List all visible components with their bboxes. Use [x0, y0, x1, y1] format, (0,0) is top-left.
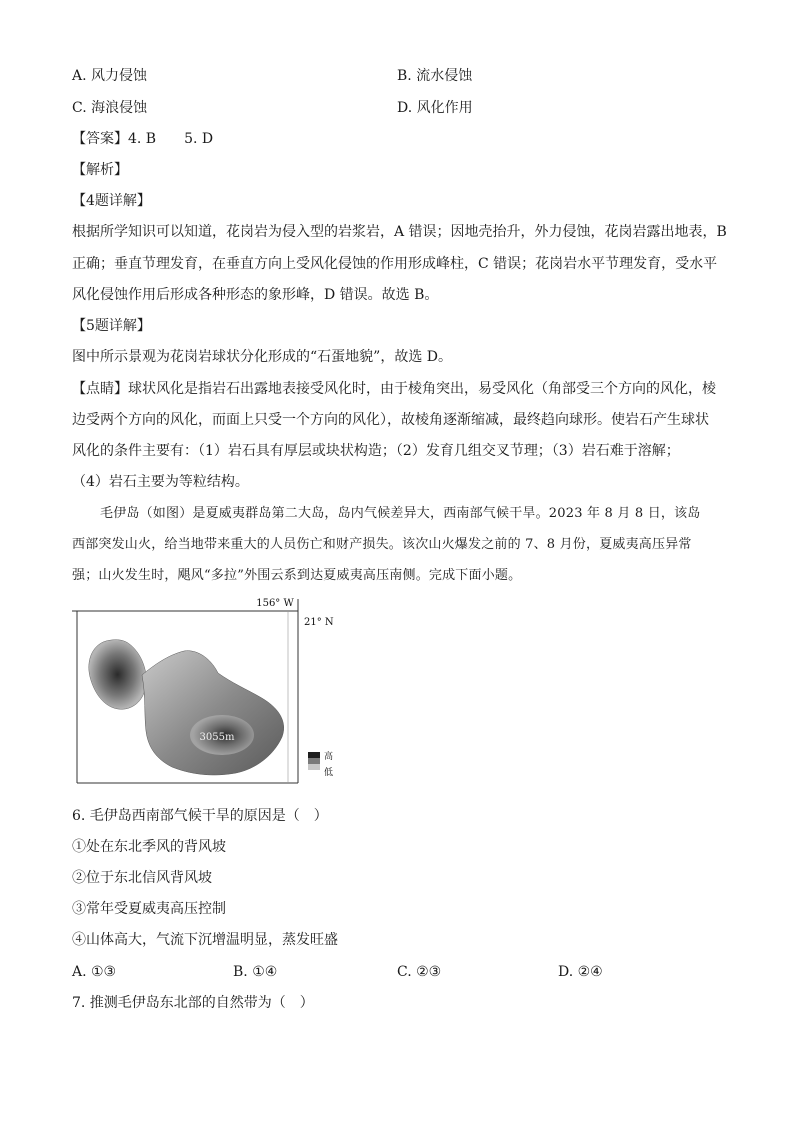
- q4-text-line-1: 根据所学知识可以知道，花岗岩为侵入型的岩浆岩，A 错误；因地壳抬升，外力侵蚀，花岗岩露出地表，B: [72, 224, 727, 240]
- q5-detail-label: 【5题详解】: [72, 318, 151, 334]
- tip-line-4: （4）岩石主要为等粒结构。: [72, 474, 249, 490]
- passage-line-3: 强；山火发生时，飓风“多拉”外围云系到达夏威夷高压南侧。完成下面小题。: [72, 568, 522, 583]
- elevation-label: 3055m: [199, 732, 235, 743]
- answer-line: 【答案】4. B 5. D: [72, 131, 214, 147]
- lat-label: 21° N: [304, 617, 334, 628]
- tip-line-1: 【点睛】球状风化是指岩石出露地表接受风化时，由于棱角突出，易受风化（角部受三个方向的风化，棱: [72, 381, 716, 397]
- passage-line-2: 西部突发山火，给当地带来重大的人员伤亡和财产损失。该次山火爆发之前的 7、8 月份，夏威夷高压异常: [72, 537, 692, 552]
- q6-option-a[interactable]: A. ①③: [72, 964, 117, 980]
- tip-line-2: 边受两个方向的风化，而面上只受一个方向的风化），故棱角逐渐缩减，最终趋向球形。使岩石产生球状: [72, 412, 709, 428]
- legend-low-label: 低: [324, 768, 334, 778]
- q4-text-line-2: 正确；垂直节理发育，在垂直方向上受风化侵蚀的作用形成峰柱，C 错误；花岗岩水平节理发育，受水平: [72, 256, 718, 272]
- passage-line-1: 毛伊岛（如图）是夏威夷群岛第二大岛，岛内气候差异大，西南部气候干旱。2023 年 8 月 8 日，该岛: [100, 506, 701, 521]
- q7-stem: 7. 推测毛伊岛东北部的自然带为（ ）: [72, 995, 314, 1011]
- legend-high-label: 高: [324, 752, 334, 762]
- q5-text: 图中所示景观为花岗岩球状分化形成的“石蛋地貌”，故选 D。: [72, 349, 452, 365]
- q6-option-b[interactable]: B. ①④: [233, 964, 278, 980]
- q6-option-d[interactable]: D. ②④: [558, 964, 603, 980]
- east-maui-terrain: [142, 651, 284, 775]
- maui-map-figure: [72, 597, 334, 787]
- tip-line-3: 风化的条件主要有：（1）岩石具有厚层或块状构造；（2）发育几组交叉节理；（3）岩石难于溶解；: [72, 443, 680, 459]
- q6-statement-1: ①处在东北季风的背风坡: [72, 839, 226, 855]
- q6-statement-4: ④山体高大，气流下沉增温明显，蒸发旺盛: [72, 932, 338, 948]
- lon-label: 156° W: [256, 598, 294, 609]
- west-maui-terrain: [89, 640, 147, 710]
- q6-stem: 6. 毛伊岛西南部气候干旱的原因是（ ）: [72, 808, 328, 824]
- option-b[interactable]: B. 流水侵蚀: [397, 68, 473, 84]
- q4-detail-label: 【4题详解】: [72, 193, 151, 209]
- legend-low-swatch: [308, 764, 320, 770]
- legend-mid-swatch: [308, 758, 320, 764]
- legend-high-swatch: [308, 752, 320, 758]
- option-d[interactable]: D. 风化作用: [397, 100, 473, 116]
- q6-statement-2: ②位于东北信风背风坡: [72, 870, 212, 886]
- q6-option-c[interactable]: C. ②③: [397, 964, 442, 980]
- option-a[interactable]: A. 风力侵蚀: [72, 68, 148, 84]
- analysis-label: 【解析】: [72, 162, 128, 178]
- option-c[interactable]: C. 海浪侵蚀: [72, 100, 148, 116]
- q6-statement-3: ③常年受夏威夷高压控制: [72, 901, 226, 917]
- q4-text-line-3: 风化侵蚀作用后形成各种形态的象形峰，D 错误。故选 B。: [72, 287, 439, 303]
